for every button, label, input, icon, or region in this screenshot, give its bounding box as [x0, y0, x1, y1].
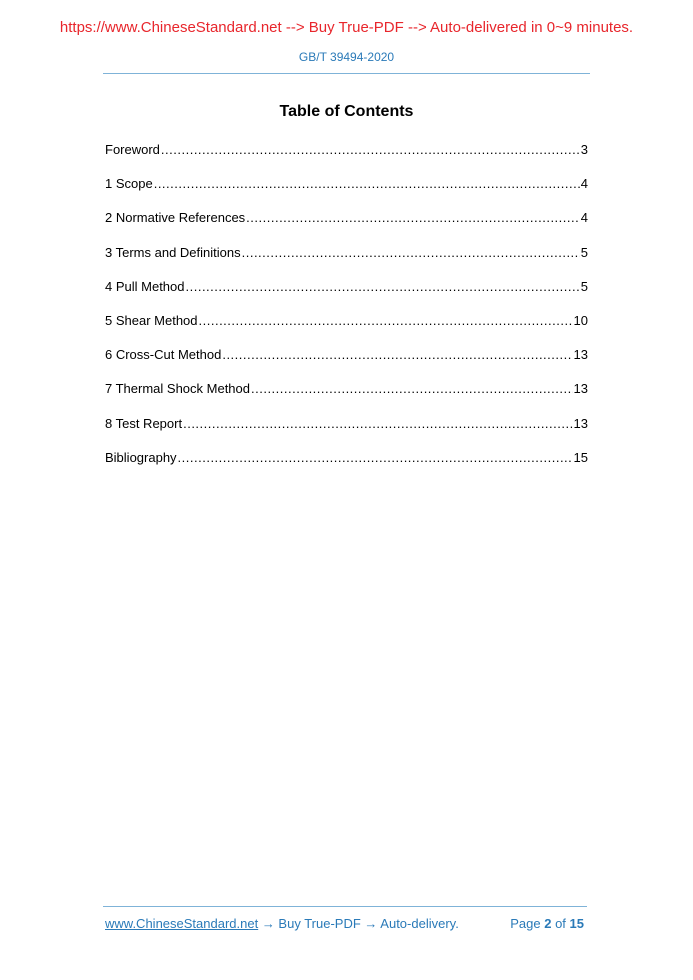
page-indicator	[510, 916, 584, 931]
top-banner: https://www.ChineseStandard.net --> Buy True-PDF --> Auto-delivered in 0~9 minutes.	[59, 19, 634, 36]
toc-entry-pull-method[interactable]	[105, 279, 588, 313]
total-pages-number: 15	[569, 916, 584, 931]
toc-dot-leader	[199, 313, 573, 328]
toc-dot-leader	[186, 279, 580, 294]
toc-entry-label: 6 Cross-Cut Method	[105, 347, 222, 363]
toc-dot-leader	[154, 176, 580, 191]
of-word: of	[555, 916, 566, 931]
toc-dot-leader	[183, 416, 572, 431]
footer-tagline: → Buy True-PDF → Auto-delivery.	[258, 916, 459, 931]
toc-entry-bibliography[interactable]	[105, 450, 588, 484]
toc-entry-page: 13	[573, 415, 588, 431]
footer-promo	[105, 916, 459, 931]
toc-entry-scope[interactable]	[105, 176, 588, 210]
document-code: GB/T 39494-2020	[298, 50, 395, 64]
toc-dot-leader	[161, 142, 580, 157]
toc-entry-page: 3	[580, 142, 588, 157]
toc-entry-label: 1 Scope	[105, 176, 153, 192]
toc-list	[105, 142, 588, 484]
toc-dot-leader	[222, 347, 572, 362]
toc-entry-shear-method[interactable]	[105, 313, 588, 347]
footer-divider	[103, 906, 587, 907]
toc-title: Table of Contents	[279, 103, 414, 120]
toc-entry-page: 15	[573, 449, 588, 465]
toc-entry-cross-cut-method[interactable]	[105, 347, 588, 381]
toc-entry-page: 13	[573, 347, 588, 363]
toc-entry-terms-and-definitions[interactable]	[105, 245, 588, 279]
toc-entry-test-report[interactable]	[105, 416, 588, 450]
toc-dot-leader	[246, 210, 580, 225]
toc-dot-leader	[242, 245, 580, 260]
toc-entry-label: Foreword	[105, 142, 160, 157]
toc-entry-label: 5 Shear Method	[105, 312, 198, 328]
toc-entry-label: 4 Pull Method	[105, 278, 185, 294]
toc-entry-page: 10	[573, 312, 588, 328]
footer-website-link[interactable]: www.ChineseStandard.net	[105, 916, 259, 931]
toc-entry-normative-references[interactable]	[105, 210, 588, 244]
toc-entry-thermal-shock-method[interactable]	[105, 381, 588, 415]
current-page-number: 2	[544, 916, 552, 931]
page-word: Page	[510, 916, 541, 931]
toc-entry-page: 4	[580, 176, 588, 192]
header-divider	[103, 73, 590, 74]
toc-entry-label: 2 Normative References	[105, 210, 246, 226]
toc-entry-label: 7 Thermal Shock Method	[105, 381, 250, 397]
toc-dot-leader	[178, 450, 573, 465]
toc-entry-label: 3 Terms and Definitions	[105, 244, 241, 260]
toc-entry-page: 5	[580, 278, 588, 294]
toc-entry-page: 5	[580, 244, 588, 260]
toc-entry-page: 4	[580, 210, 588, 226]
toc-entry-page: 13	[573, 381, 588, 397]
toc-entry-label: Bibliography	[105, 449, 177, 465]
toc-dot-leader	[251, 381, 573, 396]
toc-entry-foreword[interactable]	[105, 142, 588, 176]
toc-entry-label: 8 Test Report	[105, 415, 183, 431]
